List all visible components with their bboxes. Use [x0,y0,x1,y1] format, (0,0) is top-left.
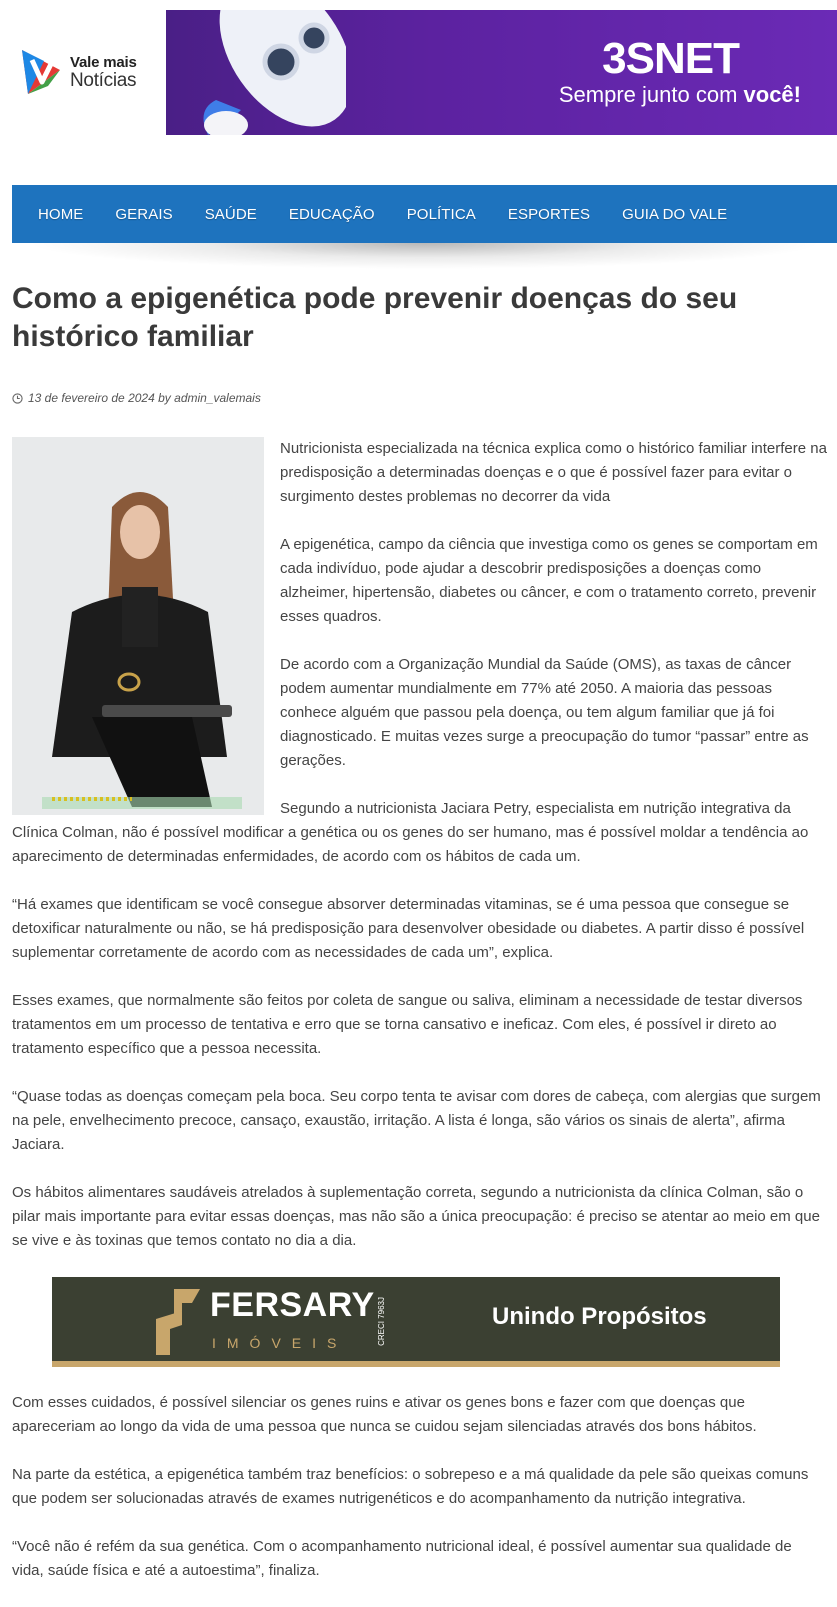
fersary-tagline: Unindo Propósitos [492,1303,707,1330]
paragraph-8: Os hábitos alimentares saudáveis atrelados à suplementação correta, segundo a nutricionista da clínica Colman, são o pilar mais importante para evitar essas doenças, mas não são a única preocupação: é preciso se atentar ao meio em que se vive e às toxinas que temos contato no dia a dia. [12,1184,820,1249]
fersary-logo-icon [156,1289,200,1355]
article-meta [12,391,261,405]
clock-icon [12,393,23,404]
nav-gerais[interactable]: GERAIS [115,205,173,223]
rocket-icon [186,10,346,135]
article-by: by [158,391,171,405]
nav-home[interactable]: HOME [38,205,84,223]
paragraph-1: Nutricionista especializada na técnica explica como o histórico familiar interfere na predisposição a determinadas doenças e o que é possível fazer para evitar o surgimento destes problemas no decorrer da vida [280,440,827,505]
site-logo[interactable] [18,46,143,98]
paragraph-5: “Há exames que identificam se você consegue absorver determinadas vitaminas, se é uma pessoa que consegue se detoxificar naturalmente ou não, se há predisposição para desenvolver obesidade ou diabetes. A partir disso é possível suplementar corretamente de acordo com as necessidades de cada um”, explica. [12,896,805,961]
paragraph-7: “Quase todas as doenças começam pela boca. Seu corpo tenta te avisar com dores de cabeça, com alergias que surgem na pele, envelhecimento precoce, cansaço, exaustão, irritação. A lista é longa, são vários os sinais de alerta”, afirma Jaciara. [12,1088,821,1153]
paragraph-4: Segundo a nutricionista Jaciara Petry, especialista em nutrição integrativa da Clínica Colman, não é possível modificar a genética ou os genes do ser humano, mas é possível moldar a tendência ao aparecimento de determinadas enfermidades, de acordo com os hábitos de cada um. [12,800,809,865]
logo-line1: Vale mais [70,53,137,71]
article-photo [12,437,264,815]
fersary-ad-banner[interactable] [52,1277,780,1367]
top-ad-banner[interactable] [166,10,837,135]
nav-educacao[interactable]: EDUCAÇÃO [288,205,375,223]
paragraph-2: A epigenética, campo da ciência que investiga como os genes se comportam em cada indivíduo, pode ajudar a descobrir predisposições a doenças como alzheimer, hipertensão, diabetes ou câncer, e com o tratamento correto, prevenir esses quadros. [280,536,818,625]
article-content [12,437,827,1607]
article-date[interactable]: 13 de fevereiro de 2024 [28,391,155,405]
nav-esportes[interactable]: ESPORTES [507,205,591,223]
nav-shadow [12,243,837,269]
paragraph-9: Com esses cuidados, é possível silenciar os genes ruins e ativar os genes bons e fazer com que doenças que apareceriam ao longo da vida de uma pessoa que nunca se cuidou sejam silenciadas através dos bons hábitos. [12,1394,757,1435]
nutritionist-photo [12,437,264,815]
nav-guia-do-vale[interactable]: GUIA DO VALE [622,205,728,223]
logo-line2: Notícias [70,69,137,91]
logo-play-icon [18,46,64,98]
nav-politica[interactable]: POLÍTICA [406,205,476,223]
fersary-creci: CRECI 7963J [377,1297,386,1346]
article-author[interactable]: admin_valemais [174,391,261,405]
paragraph-6: Esses exames, que normalmente são feitos por coleta de sangue ou saliva, eliminam a necessidade de testar diversos tratamentos em um processo de tentativa e erro que se torna cansativo e ineficaz. Com eles, é possível ir direto ao tratamento específico que a pessoa necessita. [12,992,803,1057]
paragraph-10: Na parte da estética, a epigenética também traz benefícios: o sobrepeso e a má qualidade da pele são queixas comuns que podem ser solucionadas através de exames nutrigenéticos e do acompanhamento da nutrição integrativa. [12,1466,809,1507]
nav-saude[interactable]: SAÚDE [204,205,257,223]
fersary-sub: IMÓVEIS [212,1335,348,1351]
main-nav [12,185,837,243]
paragraph-11: “Você não é refém da sua genética. Com o acompanhamento nutricional ideal, é possível aumentar sua qualidade de vida, saúde física e até a autoestima”, finaliza. [12,1538,792,1579]
banner-tagline: Sempre junto com você! [558,82,801,107]
fersary-brand: FERSARY [210,1286,375,1324]
article-title: Como a epigenética pode prevenir doenças do seu histórico familiar [12,282,738,353]
banner-brand: 3SNET [602,34,739,83]
paragraph-3: De acordo com a Organização Mundial da Saúde (OMS), as taxas de câncer podem aumentar mundialmente em 77% até 2050. A maioria das pessoas conhece alguém que passou pela doença, ou tem algum familiar que já foi diagnosticado. E muitas vezes surge a preocupação do tumor “passar” entre as gerações. [280,656,809,769]
